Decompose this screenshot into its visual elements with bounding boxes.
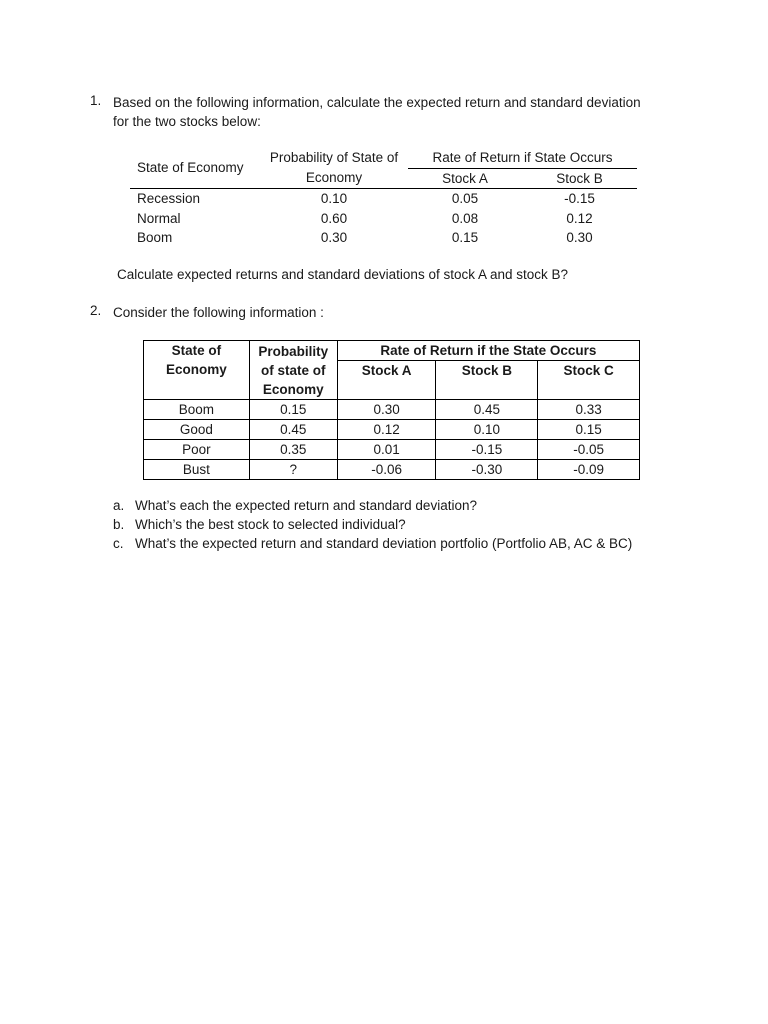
q1-cell-prob: 0.60 xyxy=(320,210,348,226)
q2-cell-c: -0.09 xyxy=(538,460,640,480)
q1-header-prob-line1: Probability of State of xyxy=(269,150,399,166)
q2-cell-state: Poor xyxy=(144,440,250,460)
q2-cell-a: -0.06 xyxy=(337,460,436,480)
q2-cell-a: 0.01 xyxy=(337,440,436,460)
q1-cell-a: 0.15 xyxy=(451,230,479,245)
q1-cell-prob: 0.30 xyxy=(320,230,348,245)
subquestion-text: What’s each the expected return and standard deviation? xyxy=(135,498,477,513)
q1-header-rate: Rate of Return if State Occurs xyxy=(408,148,637,168)
q2-subquestion-a xyxy=(113,496,477,515)
table-row xyxy=(144,460,640,480)
q1-cell-a: 0.05 xyxy=(451,191,479,206)
q2-header-stock-b: Stock B xyxy=(436,361,538,400)
q2-header-prob-line2: of state of xyxy=(261,362,326,378)
q2-cell-a: 0.30 xyxy=(337,400,436,420)
q2-cell-b: -0.30 xyxy=(436,460,538,480)
table-row xyxy=(130,189,637,209)
q2-header-prob-line3: Economy xyxy=(262,381,324,397)
q2-subquestion-b xyxy=(113,515,406,534)
q2-number: 2. xyxy=(90,303,102,318)
q2-header-state-line1: State of xyxy=(171,343,222,358)
q2-cell-b: 0.10 xyxy=(436,420,538,440)
q1-question: Calculate expected returns and standard deviations of stock A and stock B? xyxy=(117,267,569,282)
q2-cell-prob: ? xyxy=(249,460,337,480)
subquestion-letter: b. xyxy=(113,517,125,532)
q1-header-prob-line2: Economy xyxy=(260,168,408,189)
q2-header-stock-c: Stock C xyxy=(538,361,640,400)
q2-cell-b: 0.45 xyxy=(436,400,538,420)
q1-cell-state: Recession xyxy=(137,191,201,206)
q2-subquestion-c xyxy=(113,534,632,553)
q2-cell-state: Good xyxy=(144,420,250,440)
q2-cell-c: 0.15 xyxy=(538,420,640,440)
q1-cell-b: -0.15 xyxy=(564,191,595,206)
q1-text-line2: for the two stocks below: xyxy=(113,114,261,129)
q2-cell-prob: 0.35 xyxy=(249,440,337,460)
table-row xyxy=(130,228,637,248)
q1-number: 1. xyxy=(90,93,102,108)
q2-cell-a: 0.12 xyxy=(337,420,436,440)
q1-header-stock-b: Stock B xyxy=(522,168,637,189)
q1-table xyxy=(130,148,637,248)
q2-cell-prob: 0.45 xyxy=(249,420,337,440)
subquestion-text: Which’s the best stock to selected individual? xyxy=(135,517,406,532)
q1-header-state: State of Economy xyxy=(130,148,260,189)
q2-cell-b: -0.15 xyxy=(436,440,538,460)
q1-cell-b: 0.12 xyxy=(566,210,593,226)
table-row xyxy=(144,440,640,460)
q2-cell-state: Boom xyxy=(144,400,250,420)
q2-header-state-line2: Economy xyxy=(166,362,227,377)
q1-cell-a: 0.08 xyxy=(451,210,479,226)
q2-text: Consider the following information : xyxy=(113,305,324,320)
q1-cell-prob: 0.10 xyxy=(320,191,348,206)
q2-cell-c: 0.33 xyxy=(538,400,640,420)
q2-cell-c: -0.05 xyxy=(538,440,640,460)
q1-header-stock-a: Stock A xyxy=(408,168,522,189)
subquestion-letter: a. xyxy=(113,498,125,513)
q2-header-prob-line1: Probability xyxy=(258,343,329,359)
q1-cell-b: 0.30 xyxy=(566,230,593,245)
table-row xyxy=(144,400,640,420)
q1-text-line1: Based on the following information, calculate the expected return and standard deviation xyxy=(113,95,641,110)
q2-cell-state: Bust xyxy=(144,460,250,480)
q1-cell-state: Normal xyxy=(137,210,181,226)
q2-header-rate: Rate of Return if the State Occurs xyxy=(337,341,639,361)
table-row xyxy=(130,209,637,229)
q2-table xyxy=(143,340,640,480)
q2-cell-prob: 0.15 xyxy=(249,400,337,420)
q1-cell-state: Boom xyxy=(137,230,173,245)
q2-header-prob xyxy=(249,341,337,400)
table-row xyxy=(144,420,640,440)
subquestion-letter: c. xyxy=(113,536,124,551)
q2-header-stock-a: Stock A xyxy=(337,361,436,400)
q2-header-state xyxy=(144,341,250,400)
subquestion-text: What’s the expected return and standard deviation portfolio (Portfolio AB, AC & BC) xyxy=(135,536,633,551)
q1-text xyxy=(113,93,641,131)
